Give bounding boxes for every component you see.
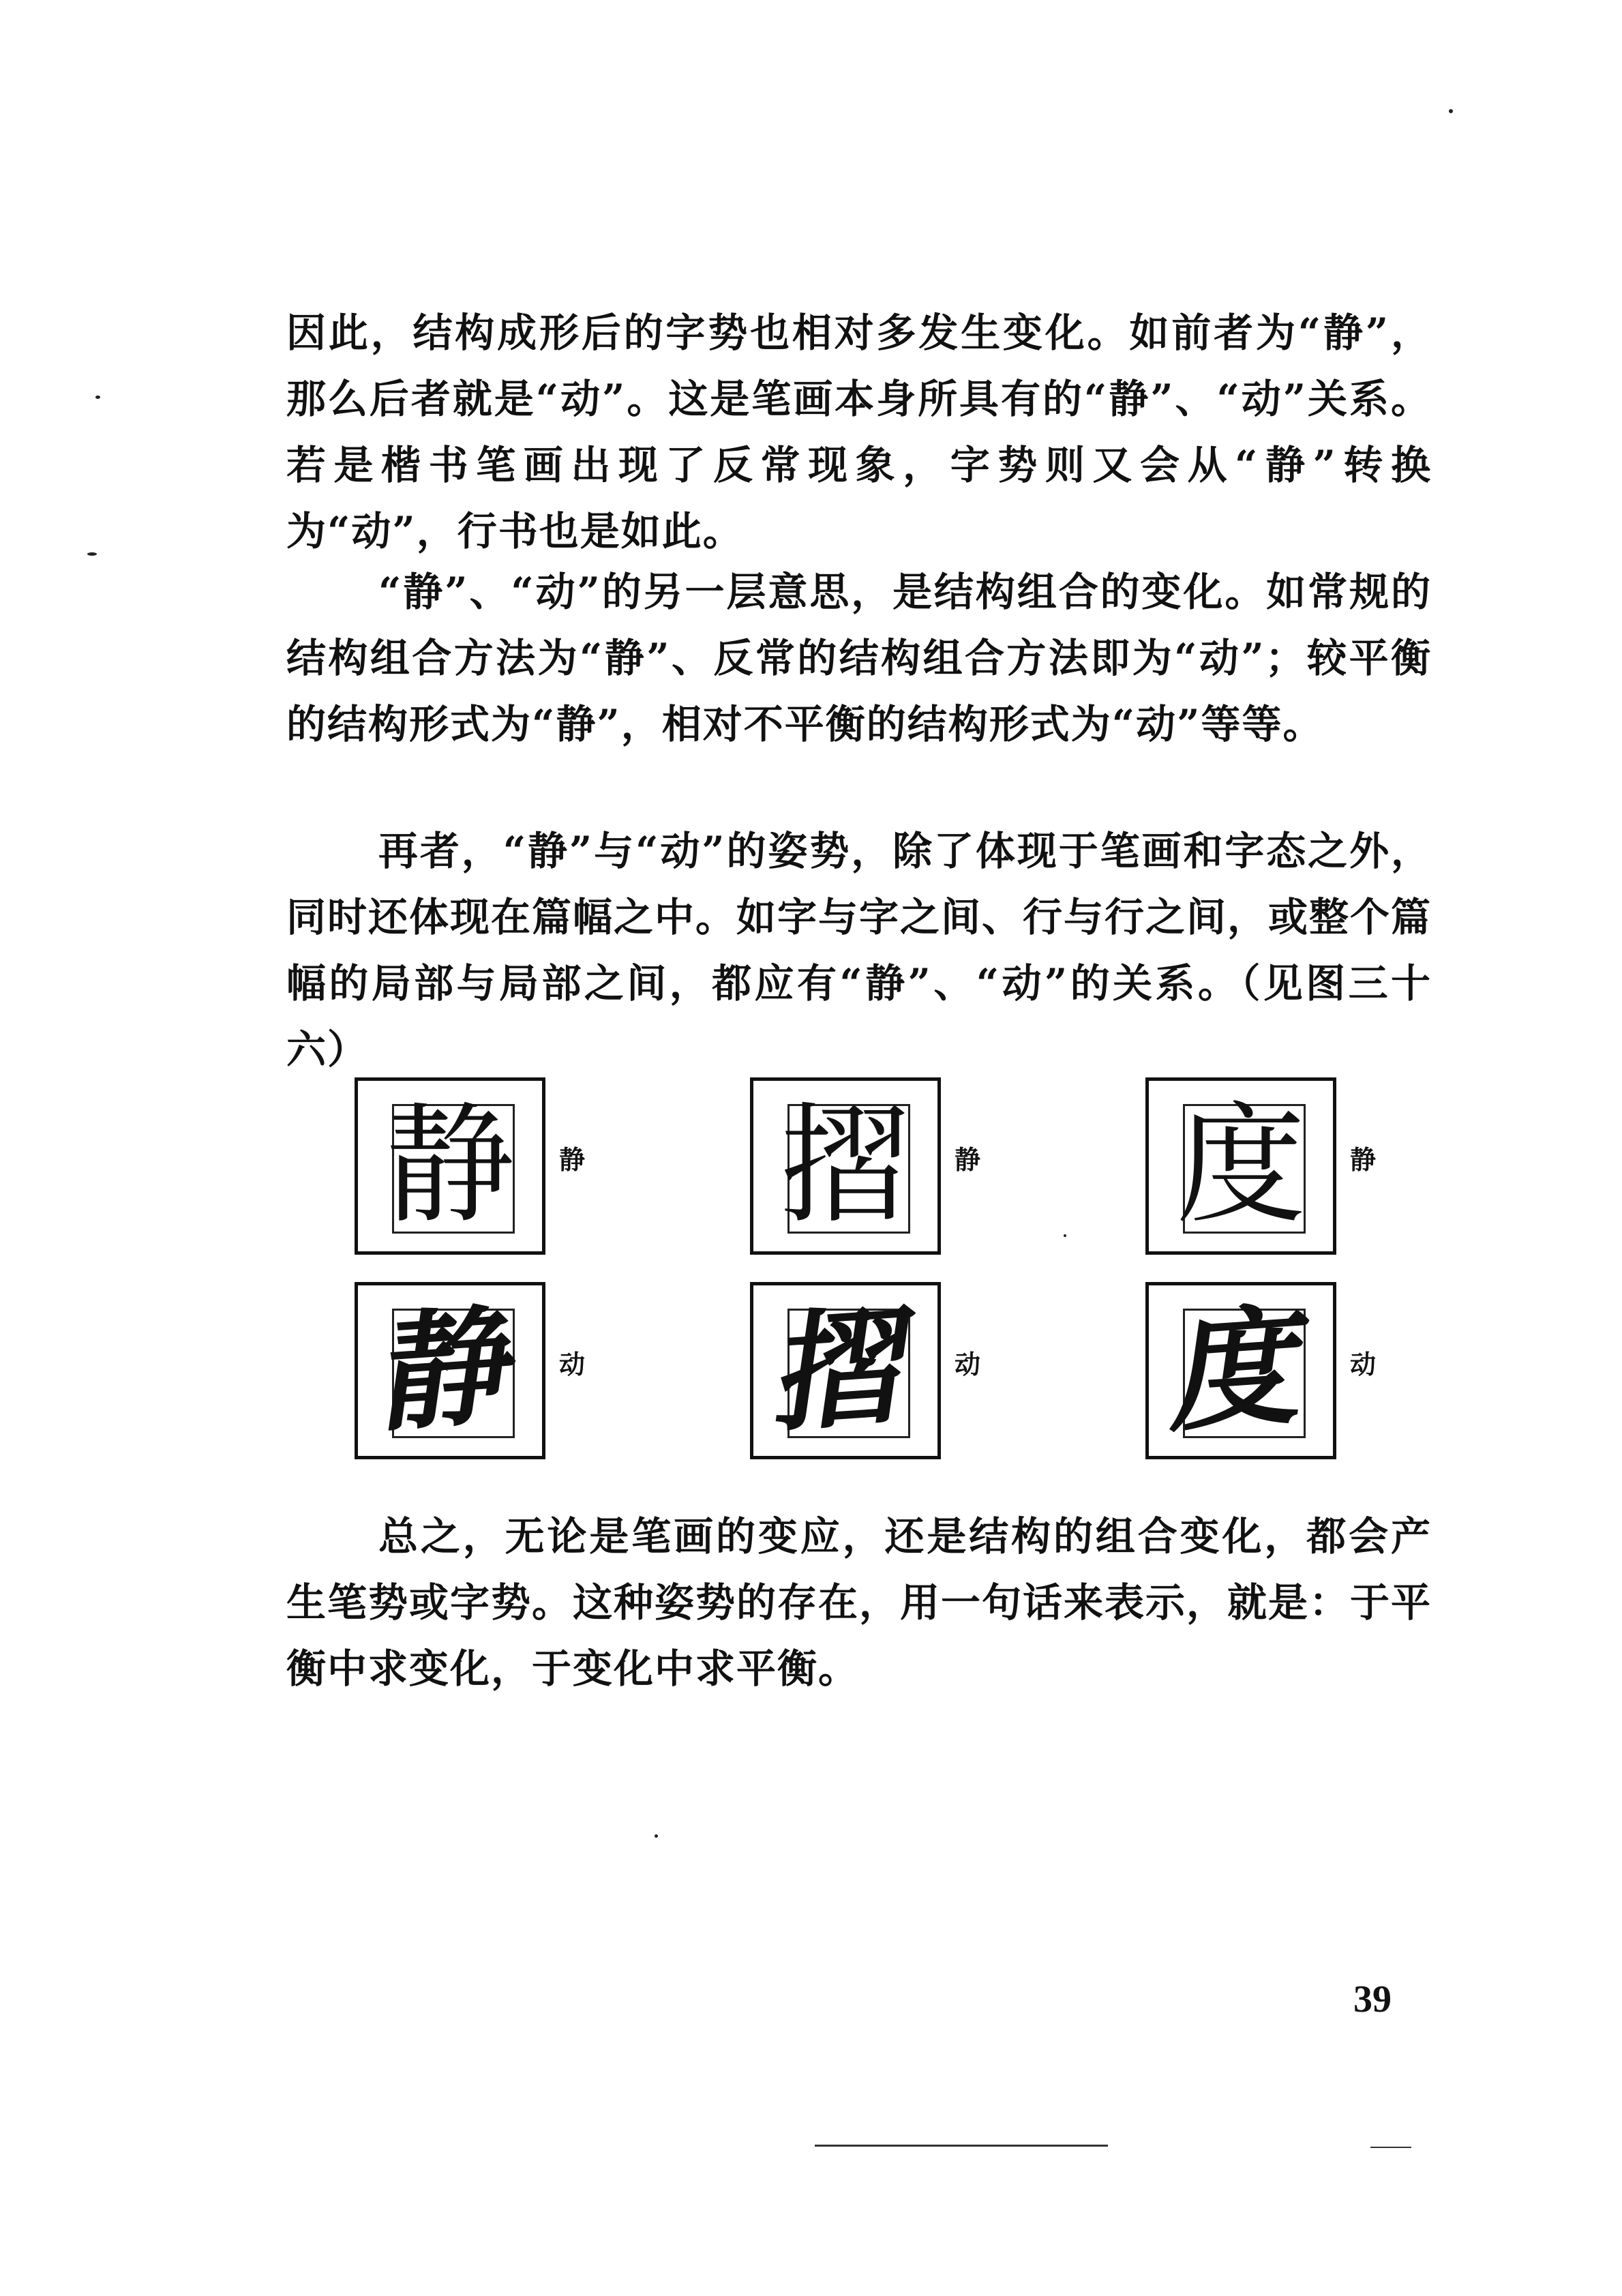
scan-speck <box>95 396 100 399</box>
example-3-static <box>1145 1077 1377 1262</box>
static-label: 静 <box>955 1145 981 1175</box>
character-box <box>750 1077 941 1255</box>
calligraphy-character: 摺 <box>769 1290 922 1450</box>
calligraphy-character: 静 <box>385 1090 515 1241</box>
example-2-dynamic <box>750 1282 981 1466</box>
paragraph-1: 因此，结构成形后的字势也相对多发生变化。如前者为“静”，那么后者就是“动”。这是笔画本身所具有的“静”、“动”关系。若是楷书笔画出现了反常现象，字势则又会从“静”转换为“动”，行书也是如此。 <box>286 310 1432 554</box>
page-number: 39 <box>1353 1978 1392 2021</box>
scan-speck <box>655 1834 658 1838</box>
scan-rule-mark <box>1370 2147 1411 2148</box>
figure-36-calligraphy-examples <box>341 1077 1445 1473</box>
calligraphy-character: 静 <box>374 1290 526 1450</box>
paragraph-4: 总之，无论是笔画的变应，还是结构的组合变化，都会产生笔势或字势。这种姿势的存在，用一句话来表示，就是：于平衡中求变化，于变化中求平衡。 <box>286 1513 1432 1692</box>
paragraph-2: “静”、“动”的另一层意思，是结构组合的变化。如常规的结构组合方法为“静”、反常的结构组合方法即为“动”；较平衡的结构形式为“静”，相对不平衡的结构形式为“动”等等。 <box>286 569 1432 747</box>
calligraphy-character: 摺 <box>780 1090 910 1241</box>
static-label: 静 <box>1350 1145 1377 1175</box>
scan-speck <box>1064 1234 1066 1237</box>
character-box <box>750 1282 941 1459</box>
scan-speck <box>87 552 97 556</box>
character-box <box>1145 1282 1336 1459</box>
dynamic-label: 动 <box>955 1350 981 1380</box>
character-box <box>355 1077 545 1255</box>
calligraphy-character: 度 <box>1165 1290 1317 1450</box>
paragraph-3: 再者，“静”与“动”的姿势，除了体现于笔画和字态之外，同时还体现在篇幅之中。如字与字之间、行与行之间，或整个篇幅的局部与局部之间，都应有“静”、“动”的关系。（见图三十六） <box>286 828 1432 1073</box>
example-1-static <box>355 1077 586 1262</box>
example-1-dynamic <box>355 1282 586 1466</box>
scan-rule-mark <box>815 2145 1108 2147</box>
example-2-static <box>750 1077 981 1262</box>
scan-speck <box>1449 109 1453 113</box>
calligraphy-character: 度 <box>1175 1090 1306 1241</box>
character-box <box>1145 1077 1336 1255</box>
character-box <box>355 1282 545 1459</box>
static-label: 静 <box>559 1145 586 1175</box>
example-3-dynamic <box>1145 1282 1377 1466</box>
dynamic-label: 动 <box>559 1350 586 1380</box>
dynamic-label: 动 <box>1350 1350 1377 1380</box>
